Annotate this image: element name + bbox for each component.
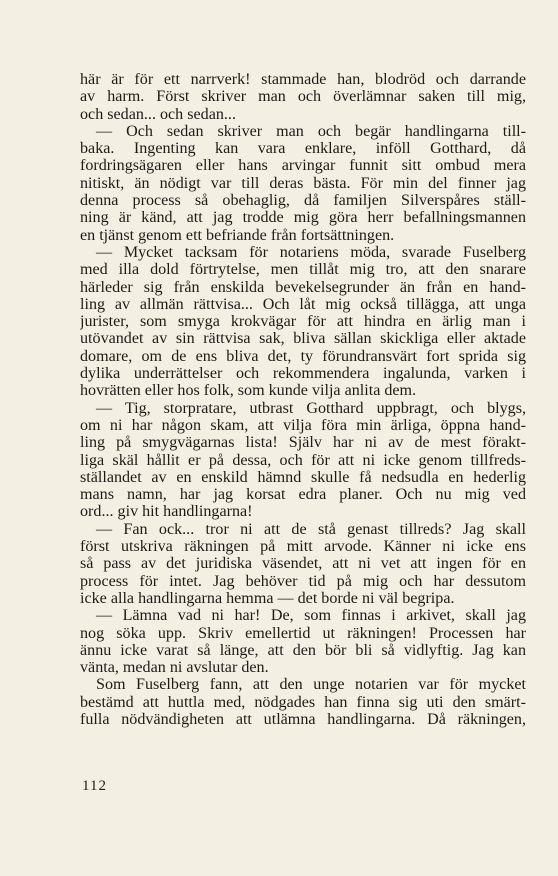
text-line: mans namn, har jag korsat edra planer. Och nu mig ved [80,486,526,504]
text-line: av harm. Först skriver man och överlämnar saken till mig, [80,88,526,106]
text-line: utövandet av sin rättvisa sak, bliva sällan skickliga eller aktade [80,330,526,348]
text-line: liga skäl hållit er på dessa, och för att ni icke genom tillfreds- [80,451,526,469]
text-line: en tjänst genom ett befriande från fortsättningen. [80,226,395,244]
text-line: jurister, som smyga krokvägar för att hindra en ärlig man i [80,313,526,331]
text-line: — Mycket tacksam för notariens möda, svarade Fuselberg [96,243,526,261]
text-line: bestämd att huttla med, nödgades han finna sig uti den smärt- [80,693,526,711]
text-line: ställandet av en enskild hämnd skulle få nedsudla en hederlig [80,468,526,486]
text-line: — Tig, storpratare, utbrast Gotthard uppbragt, och blygs, [96,399,526,417]
text-line: Som Fuselberg fann, att den unge notarien var för mycket [96,676,526,694]
text-line: ännu icke varat så länge, att den bör bli så vidlyftig. Jag kan [80,641,526,659]
text-line: först utskriva räkningen på mitt arvode. Känner ni icke ens [80,538,526,556]
text-line: — Och sedan skriver man och begär handlingarna till- [96,122,526,140]
text-line: ord... giv hit handlingarna! [80,503,253,521]
text-line: ning är känd, att jag trodde mig göra herr befallningsmannen [80,209,526,227]
text-line: nog söka upp. Skriv emellertid ut räkningen! Processen har [80,624,526,642]
text-line: denna process så obehaglig, då familjen Silverspåres ställ- [80,192,526,210]
page-number: 112 [82,778,107,794]
text-line: — Lämna vad ni har! De, som finnas i arkivet, skall jag [96,607,526,625]
text-line: här är för ett narrverk! stammade han, blodröd och darrande [80,71,526,88]
text-line: med illa dold förtrytelse, men tillåt mig tro, att den snarare [80,261,526,279]
text-line: ling på smygvägarnas lista! Själv har ni av de mest förakt- [80,434,526,452]
text-line: ling av allmän rättvisa... Och låt mig också tillägga, att unga [80,295,526,313]
text-line: fordringsägaren eller hans arvingar funnit sitt ombud mera [80,157,526,175]
text-line: domare, om de ens bliva det, ty förundransvärt fort sprida sig [80,347,526,365]
text-line: vänta, medan ni avslutar den. [80,659,269,677]
text-line: hovrätten eller hos folk, som kunde vilja anlita dem. [80,382,417,400]
text-line: icke alla handlingarna hemma — det borde ni väl begripa. [80,589,455,607]
text-line: dylika underrättelser och rekommendera ingalunda, varken i [80,365,526,383]
text-line: fulla nödvändigheten att utlämna handlingarna. Då räkningen, [80,710,526,728]
text-line: härleder sig från enskilda bevekelsegrunder än från en hand- [80,278,526,296]
text-line: — Fan ock... tror ni att de stå genast tillreds? Jag skall [96,520,526,538]
text-line: så pass av det juridiska väsendet, att ni vet att ingen för en [80,555,526,573]
body-text [80,71,526,728]
text-line: och sedan... och sedan... [80,105,236,123]
text-line: nitiskt, än nödigt var till deras bästa. För min del finner jag [80,174,526,192]
text-line: baka. Ingenting kan vara enklare, inföll Gotthard, då [80,140,526,158]
text-line: om ni har någon skam, att vilja föra min ärliga, öppna hand- [80,416,526,434]
text-line: process för intet. Jag behöver tid på mig och har dessutom [80,572,526,590]
